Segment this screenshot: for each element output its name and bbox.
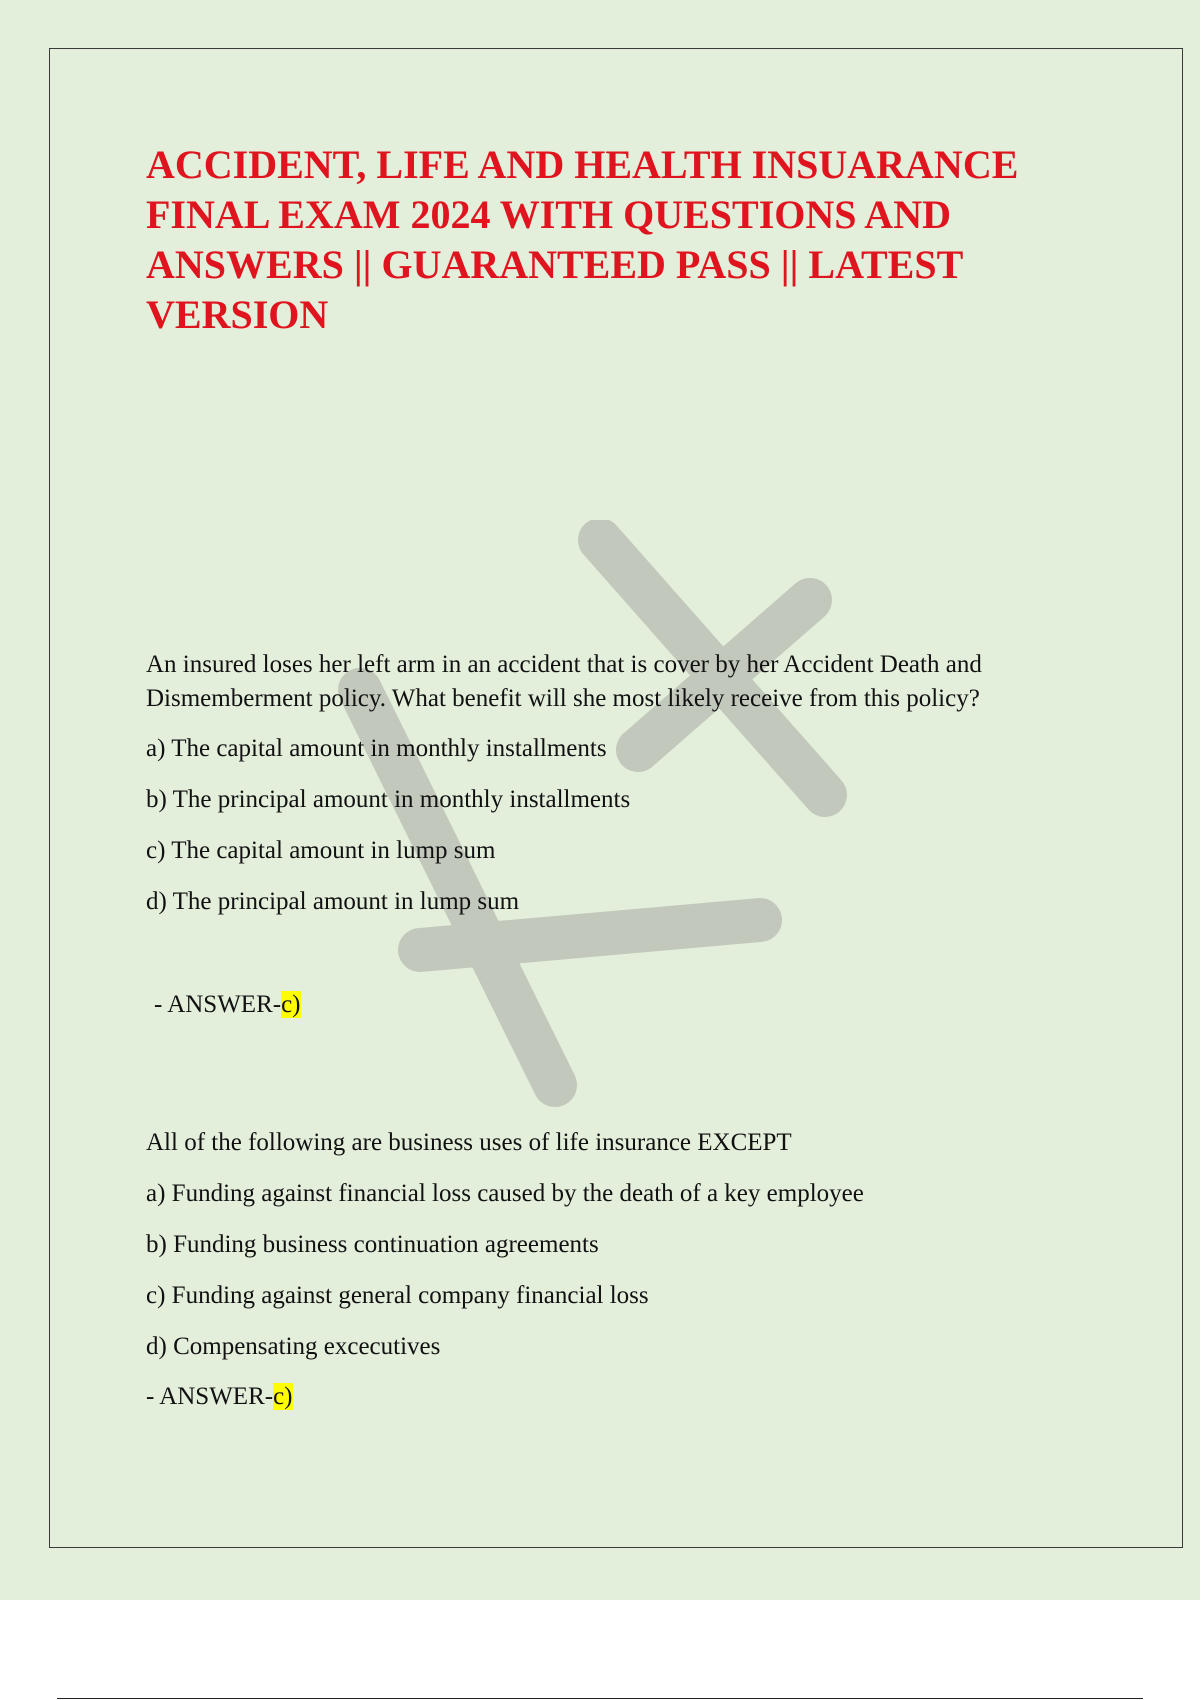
option-a: a) The capital amount in monthly installments	[146, 735, 607, 762]
answer-prefix: - ANSWER-	[146, 1383, 274, 1410]
option-d: d) The principal amount in lump sum	[146, 888, 520, 915]
option-b: b) Funding business continuation agreements	[146, 1231, 599, 1258]
question-1	[146, 648, 1076, 1022]
answer-line	[154, 988, 1076, 1022]
option-a: a) Funding against financial loss caused by the death of a key employee	[146, 1180, 864, 1207]
answer-prefix: - ANSWER-	[154, 991, 282, 1018]
footer-rule	[57, 1698, 1143, 1699]
answer-line	[146, 1380, 1076, 1414]
option-d: d) Compensating excecutives	[146, 1333, 441, 1360]
document-title: ACCIDENT, LIFE AND HEALTH INSUARANCE FINAL EXAM 2024 WITH QUESTIONS AND ANSWERS || GUARANTEED PASS || LATEST VERSION	[146, 142, 1019, 337]
option-c: c) Funding against general company financial loss	[146, 1282, 649, 1309]
option-b: b) The principal amount in monthly installments	[146, 786, 631, 813]
answer-value: c)	[273, 1383, 293, 1410]
question-text: All of the following are business uses of life insurance EXCEPT	[146, 1129, 792, 1156]
question-2	[146, 1126, 1076, 1414]
option-c: c) The capital amount in lump sum	[146, 837, 496, 864]
answer-value: c)	[281, 991, 301, 1018]
question-text: An insured loses her left arm in an accident that is cover by her Accident Death and Dismemberment policy. What benefit will she most likely receive from this policy?	[146, 651, 982, 712]
